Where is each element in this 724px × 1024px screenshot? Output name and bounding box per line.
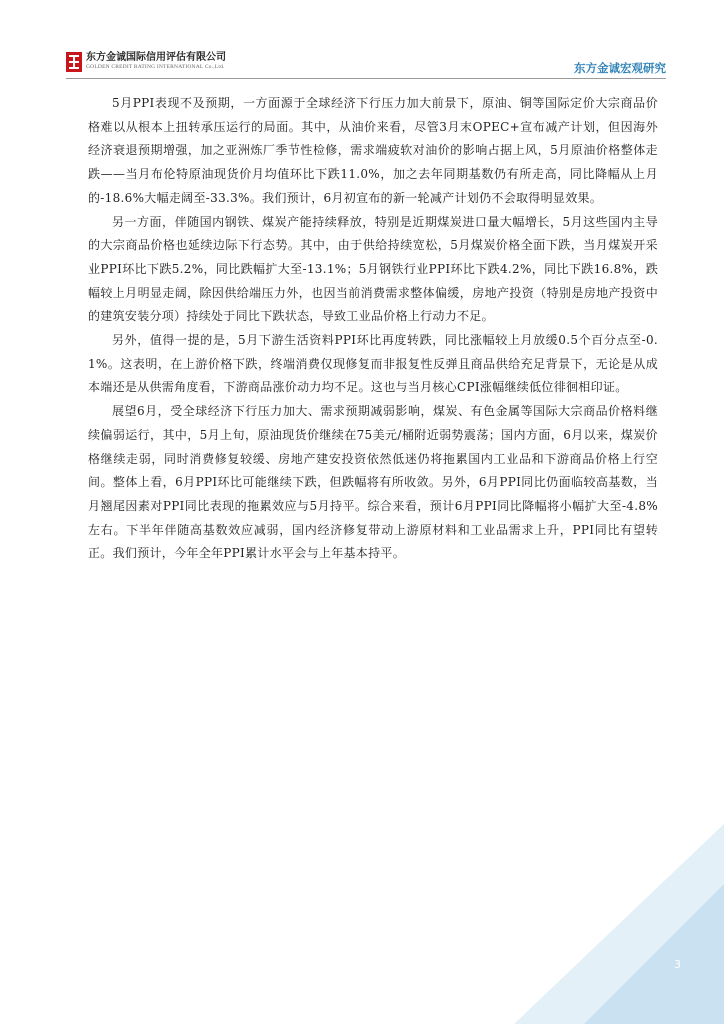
paragraph-4: 展望6月，受全球经济下行压力加大、需求预期减弱影响，煤炭、有色金属等国际大宗商品价格料继续偏弱运行，其中，5月上旬，原油现货价继续在75美元/桶附近弱势震荡；国内方面，6月以来，煤炭价格继续走弱，同时消费修复较缓、房地产建安投资依然低迷仍将拖累国内工业品和下游商品价格上行空间。整体上看，6月PPI环比可能继续下跌，但跌幅将有所收敛。另外，6月PPI同比仍面临较高基数，当月翘尾因素对PPI同比表现的拖累效应与5月持平。综合来看，预计6月PPI同比降幅将小幅扩大至-4.8%左右。下半年伴随高基数效应减弱，国内经济修复带动上游原材料和工业品需求上升，PPI同比有望转正。我们预计，今年全年PPI累计水平会与上年基本持平。 xyxy=(88,404,658,561)
paragraph-1: 5月PPI表现不及预期，一方面源于全球经济下行压力加大前景下，原油、铜等国际定价大宗商品价格难以从根本上扭转承压运行的局面。其中，从油价来看，尽管3月末OPEC+宣布减产计划，但因海外经济衰退预期增强，加之亚洲炼厂季节性检修，需求端疲软对油价的影响占据上风，5月原油价格整体走跌——当月布伦特原油现货价月均值环比下跌11.0%，加之去年同期基数仍有所走高，同比降幅从上月的-18.6%大幅走阔至-33.3%。我们预计，6月初宣布的新一轮减产计划仍不会取得明显效果。 xyxy=(88,96,658,205)
logo-company-name-en: GOLDEN CREDIT RATING INTERNATIONAL Co.,Ltd. xyxy=(86,64,225,70)
document-body xyxy=(88,92,658,566)
header-divider xyxy=(66,78,666,79)
company-logo xyxy=(66,52,256,74)
page-number: 3 xyxy=(674,958,681,971)
company-logo-icon xyxy=(66,52,82,72)
page-header xyxy=(66,50,666,76)
brand-title: 东方金诚宏观研究 xyxy=(574,61,666,75)
paragraph-3: 另外，值得一提的是，5月下游生活资料PPI环比再度转跌，同比涨幅较上月放缓0.5个百分点至-0.1%。这表明，在上游价格下跌，终端消费仅现修复而非报复性反弹且商品供给充足背景下，无论是从成本端还是从供需角度看，下游商品涨价动力均不足。这也与当月核心CPI涨幅继续低位徘徊相印证。 xyxy=(88,333,658,395)
corner-decoration xyxy=(514,824,724,1024)
logo-company-name: 东方金诚国际信用评估有限公司 xyxy=(86,52,226,63)
paragraph-2: 另一方面，伴随国内钢铁、煤炭产能持续释放，特别是近期煤炭进口量大幅增长，5月这些国内主导的大宗商品价格也延续边际下行态势。其中，由于供给持续宽松，5月煤炭价格全面下跌，当月煤炭开采业PPI环比下跌5.2%，同比跌幅扩大至-13.1%；5月钢铁行业PPI环比下跌4.2%，同比下跌16.8%，跌幅较上月明显走阔，除因供给端压力外，也因当前消费需求整体偏缓，房地产投资（特别是房地产投资中的建筑安装分项）持续处于同比下跌状态，导致工业品价格上行动力不足。 xyxy=(88,214,658,324)
